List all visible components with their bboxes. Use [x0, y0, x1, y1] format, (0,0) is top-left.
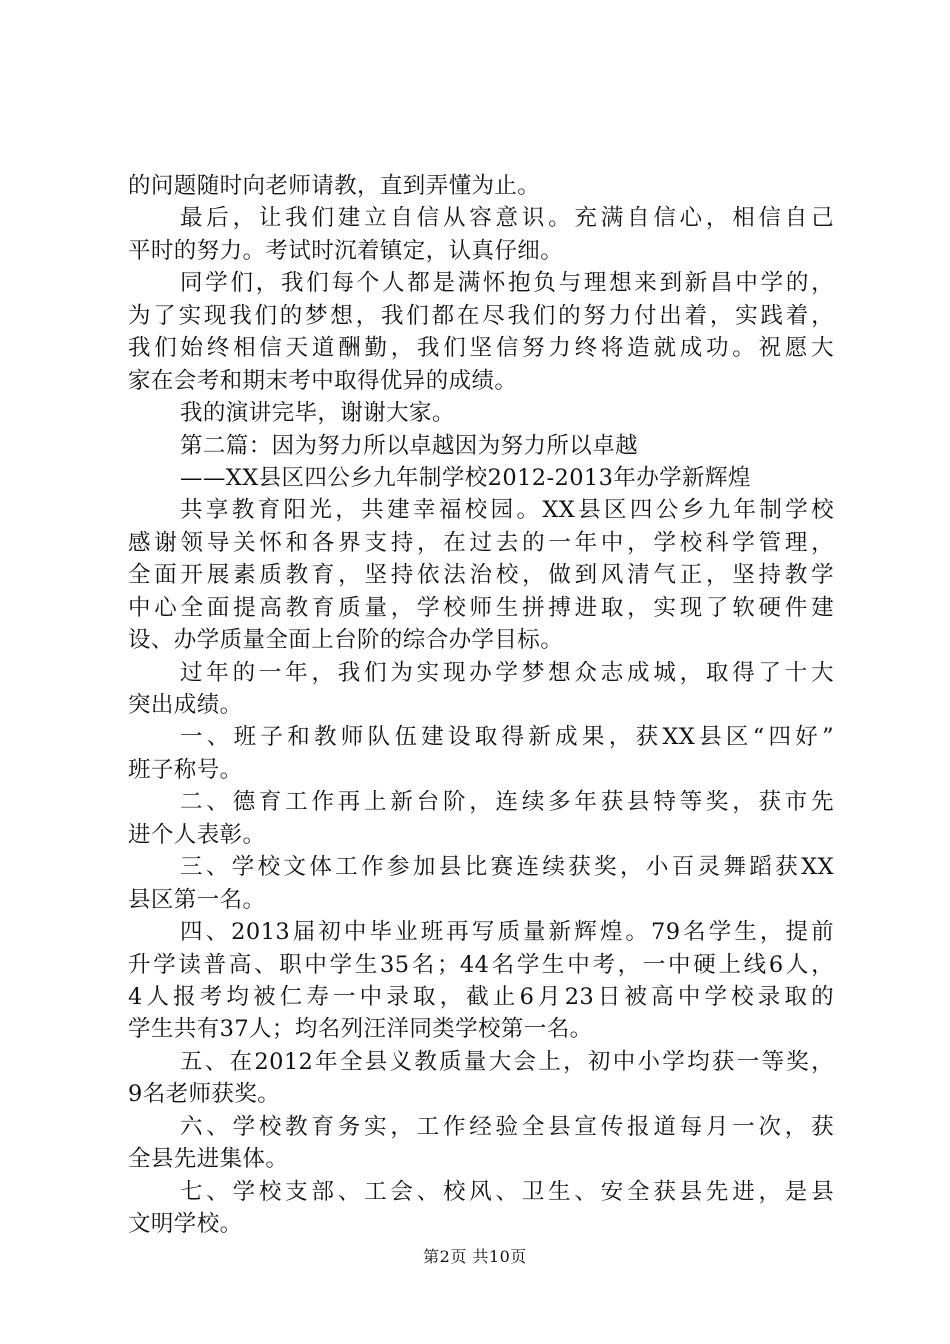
text-line: ——XX县区四公乡九年制学校2012-2013年办学新辉煌 [180, 464, 751, 491]
text-line: 4人报考均被仁寿一中录取，截止6月23日被高中学校录取的 [128, 983, 834, 1010]
text-line: 升学读普高、职中学生35名；44名学生中考，一中硬上线6人， [128, 951, 834, 978]
text-line: 感谢领导关怀和各界支持，在过去的一年中，学校科学管理， [128, 529, 834, 556]
text-line: 突出成绩。 [128, 692, 243, 718]
text-line: 三、学校文体工作参加县比赛连续获奖，小百灵舞蹈获XX [180, 854, 834, 881]
text-line: 学生共有37人；均名列汪洋同类学校第一名。 [128, 1016, 593, 1043]
text-line: 七、学校支部、工会、校风、卫生、安全获县先进，是县 [180, 1178, 834, 1205]
text-line: 设、办学质量全面上台阶的综合办学目标。 [128, 627, 564, 654]
text-line: 共享教育阳光，共建幸福校园。XX县区四公乡九年制学校 [180, 497, 834, 524]
text-line: 进个人表彰。 [128, 821, 266, 848]
text-line: 最后，让我们建立自信从容意识。充满自信心，相信自己 [180, 205, 834, 232]
text-line: 第二篇：因为努力所以卓越因为努力所以卓越 [180, 432, 639, 459]
page-footer [0, 1244, 950, 1267]
text-line: 家在会考和期末考中取得优异的成绩。 [128, 367, 518, 394]
text-line: 六、学校教育务实，工作经验全县宣传报道每月一次，获 [180, 1113, 834, 1140]
text-line: 四、2013届初中毕业班再写质量新辉煌。79名学生，提前 [180, 919, 834, 946]
text-line: 县区第一名。 [128, 886, 266, 913]
text-line: 我们始终相信天道酬勤，我们坚信努力终将造就成功。祝愿大 [128, 335, 834, 362]
text-line: 全面开展素质教育，坚持依法治校，做到风清气正，坚持教学 [128, 562, 834, 589]
text-line: 中心全面提高教育质量，学校师生拼搏进取，实现了软硬件建 [128, 594, 834, 621]
text-line: 班子称号。 [128, 756, 243, 783]
text-line: 我的演讲完毕，谢谢大家。 [180, 400, 455, 427]
document-body [128, 170, 834, 1240]
text-line: 为了实现我们的梦想，我们都在尽我们的努力付出着，实践着， [128, 302, 834, 329]
page-number-label: 第2页 共10页 [423, 1247, 527, 1266]
text-line: 五、在2012年全县义教质量大会上，初中小学均获一等奖， [180, 1048, 834, 1075]
text-line: 文明学校。 [128, 1211, 243, 1237]
text-line: 一、班子和教师队伍建设取得新成果，获XX县区“四好” [180, 724, 834, 751]
text-line: 二、德育工作再上新台阶，连续多年获县特等奖，获市先 [180, 789, 834, 816]
text-line: 平时的努力。考试时沉着镇定，认真仔细。 [128, 237, 564, 264]
text-line: 全县先进集体。 [128, 1146, 289, 1173]
text-line: 同学们，我们每个人都是满怀抱负与理想来到新昌中学的， [180, 270, 834, 297]
text-line: 9名老师获奖。 [128, 1081, 281, 1108]
text-line: 过年的一年，我们为实现办学梦想众志成城，取得了十大 [180, 659, 834, 686]
text-line: 的问题随时向老师请教，直到弄懂为止。 [128, 173, 541, 199]
